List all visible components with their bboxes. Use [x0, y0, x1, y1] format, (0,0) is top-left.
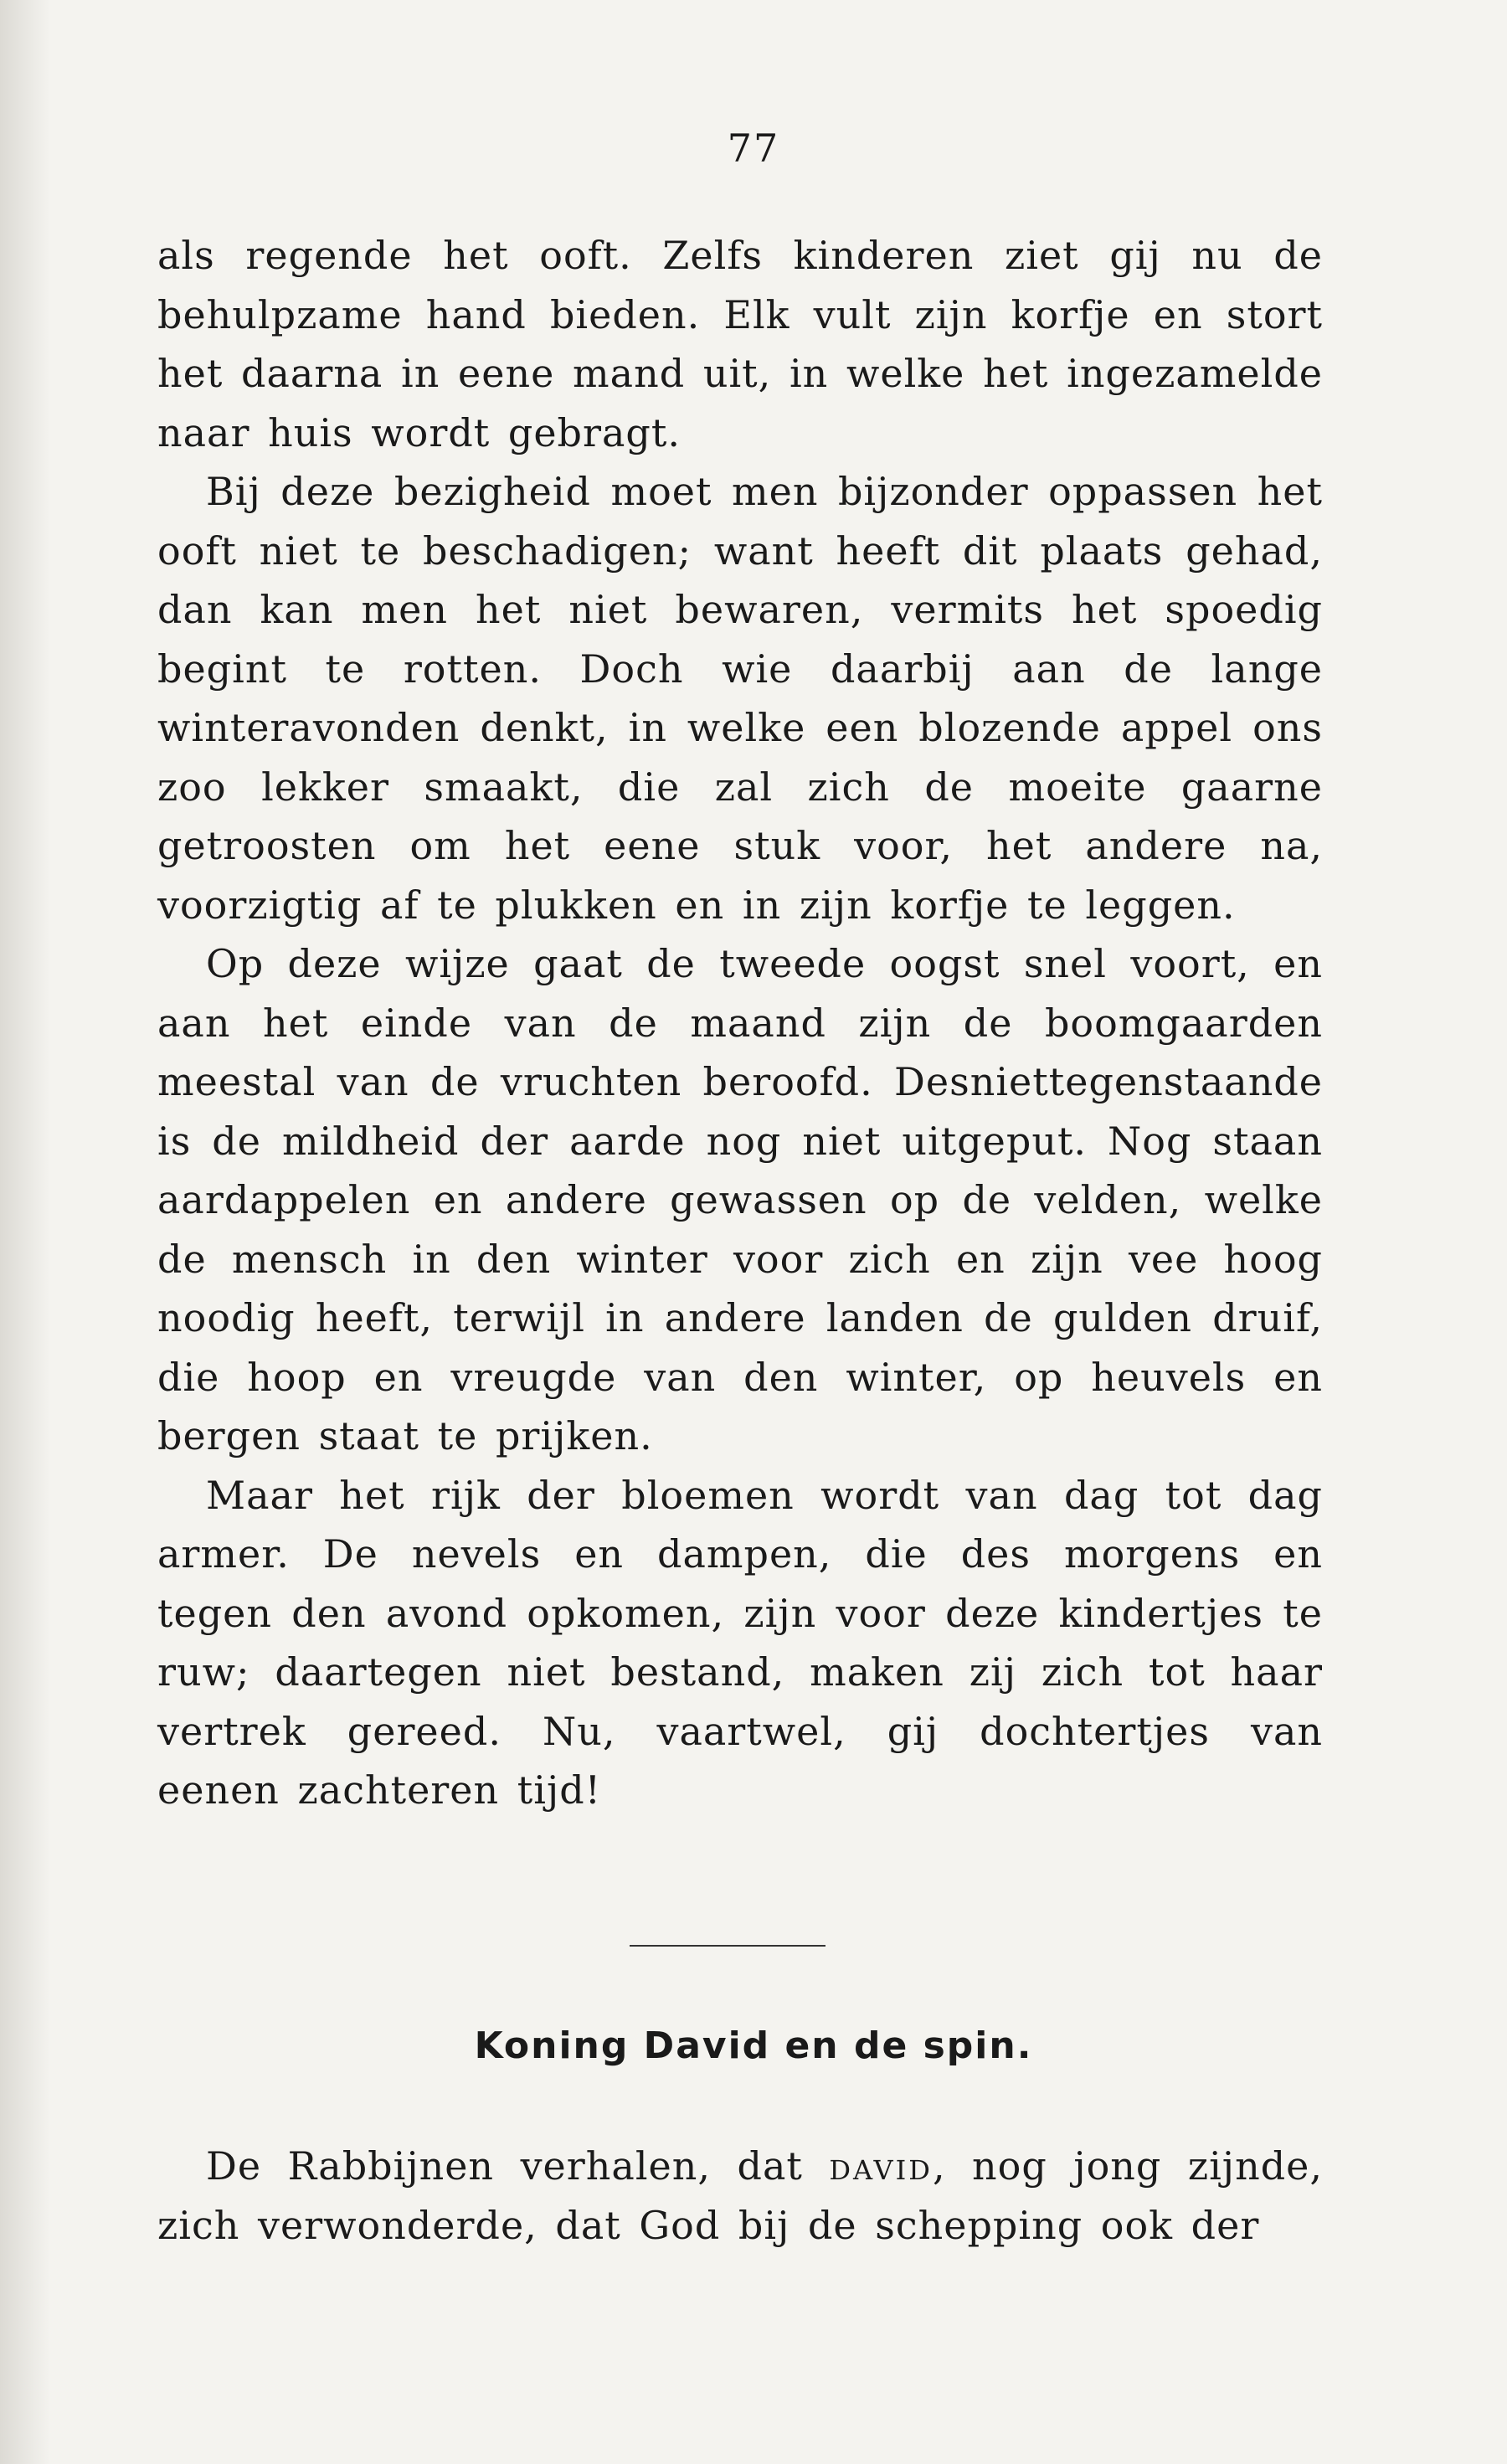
story-paragraph-1 [157, 2137, 1323, 2255]
story-text-start: De Rabbijnen verhalen, dat [206, 2143, 830, 2189]
story-text-end: , nog jong zijnde, zich verwonderde, dat God bij de schepping ook der [157, 2143, 1323, 2248]
section-title: Koning David en de spin. [474, 2024, 1033, 2067]
page-edge-shadow [0, 0, 50, 2464]
paragraph-3: Op deze wijze gaat de tweede oogst snel voort, en aan het einde van de maand zijn de boomgaarden meestal van de vruchten beroofd. Desniettegenstaande is de mildheid der aarde nog niet uitgeput. Nog staan aardappelen en andere gewassen op de velden, welke de mensch in den winter voor zich en zijn vee hoog noodig heeft, terwijl in andere landen de gulden druif, die hoop en vreugde van den winter, op heuvels en bergen staat te prijken. [157, 941, 1323, 1458]
paragraph-2: Bij deze bezigheid moet men bijzonder oppassen het ooft niet te beschadigen; want heeft dit plaats gehad, dan kan men het niet bewaren, vermits het spoedig begint te rotten. Doch wie daarbij aan de lange winteravonden denkt, in welke een blozende appel ons zoo lekker smaakt, die zal zich de moeite gaarne getroosten om het eene stuk voor, het andere na, voorzigtig af te plukken en in zijn korfje te leggen. [157, 469, 1323, 928]
section-divider [630, 1945, 826, 1947]
chapter-body [157, 226, 1323, 1820]
paragraph-1: als regende het ooft. Zelfs kinderen ziet gij nu de behulpzame hand bieden. Elk vult zijn korfje en stort het daarna in eene mand uit, in welke het ingezamelde naar huis wordt gebragt. [157, 233, 1323, 455]
story-name-david: david [829, 2143, 933, 2189]
page-number: 77 [727, 126, 780, 171]
paragraph-4: Maar het rijk der bloemen wordt van dag tot dag armer. De nevels en dampen, die des morgens en tegen den avond opkomen, zijn voor deze kindertjes te ruw; daartegen niet bestand, maken zij zich tot haar vertrek gereed. Nu, vaartwel, gij dochtertjes van eenen zachteren tijd! [157, 1472, 1323, 1813]
story-body [157, 2137, 1323, 2255]
